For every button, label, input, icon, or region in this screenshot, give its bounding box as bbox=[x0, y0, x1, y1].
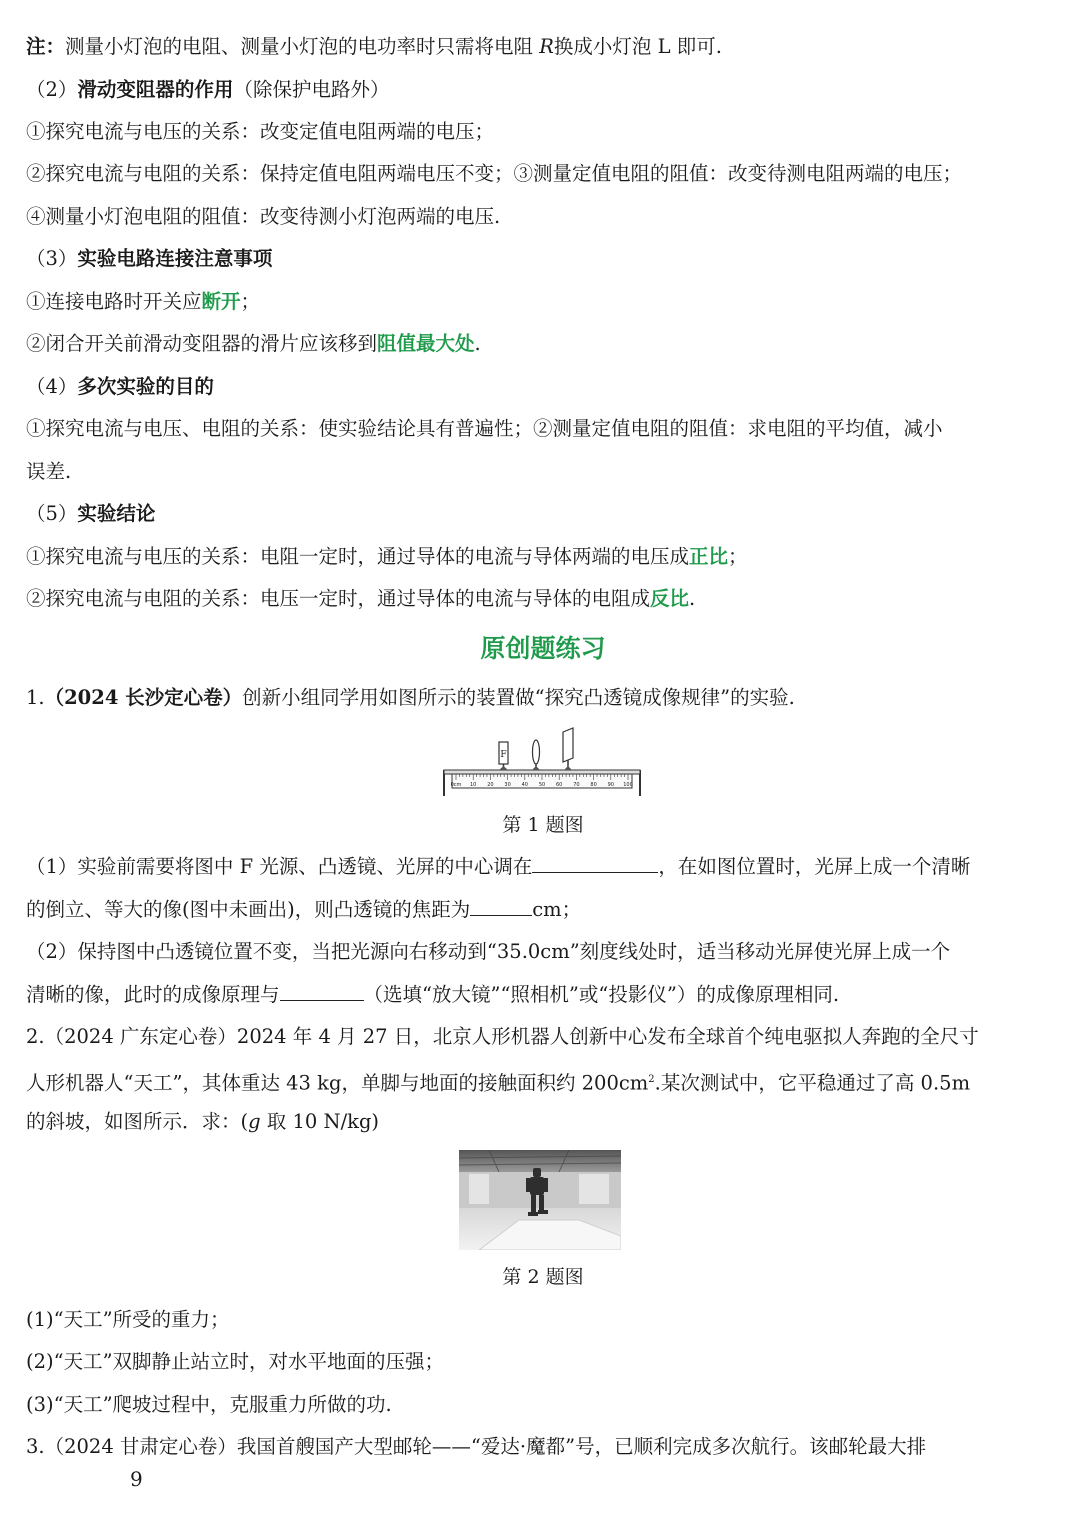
robot-slope-photo bbox=[459, 1150, 621, 1250]
light-screen bbox=[563, 728, 573, 762]
f-holder bbox=[499, 766, 508, 770]
section-2-line-3: ④测量小灯泡电阻的阻值：改变待测小灯泡两端的电压. bbox=[26, 205, 501, 228]
ruler-label: 90 bbox=[607, 782, 614, 788]
f-light-source-label: F bbox=[500, 750, 507, 760]
ruler-label: 30 bbox=[504, 782, 511, 788]
question-1-part-2-line-2: 清晰的像，此时的成像原理与 （选填“放大镜”“照相机”或“投影仪”）的成像原理相同. bbox=[26, 983, 840, 1006]
question-2-sub-3: (3)“天工”爬坡过程中，克服重力所做的功. bbox=[26, 1393, 392, 1416]
page-number: 9 bbox=[130, 1467, 143, 1491]
section-4-line-1: ①探究电流与电压、电阻的关系：使实验结论具有普遍性；②测量定值电阻的阻值：求电阻的平均值，减小 bbox=[26, 417, 943, 440]
answer-blank[interactable] bbox=[280, 982, 364, 1001]
bench-rail-top bbox=[444, 770, 640, 774]
figure-2-caption: 第 2 题图 bbox=[502, 1266, 584, 1288]
answer-highlight: 反比 bbox=[650, 587, 690, 610]
section-5-heading: （5）实验结论 bbox=[26, 502, 156, 525]
question-2-line-2: 人形机器人“天工”，其体重达 43 kg，单脚与地面的接触面积约 $200cm^2$.某次测试中，它平稳通过了高 0.5m bbox=[26, 1071, 971, 1095]
lens-holder bbox=[532, 766, 540, 770]
section-3-line-2: ②闭合开关前滑动变阻器的滑片应该移到阻值最大处. bbox=[26, 332, 481, 355]
ruler-label: 100 bbox=[623, 782, 633, 788]
section-title: 原创题练习 bbox=[480, 634, 606, 663]
ruler-label: 60 bbox=[556, 782, 563, 788]
question-1-stem: 1.（2024 长沙定心卷）创新小组同学用如图所示的装置做“探究凸透镜成像规律”的实验. bbox=[26, 686, 795, 709]
ruler-label: 70 bbox=[573, 782, 580, 788]
ruler-label: 40 bbox=[521, 782, 528, 788]
question-1-part-1-line-2: 的倒立、等大的像(图中未画出)，则凸透镜的焦距为 cm； bbox=[26, 898, 582, 921]
answer-highlight: 正比 bbox=[689, 545, 729, 568]
section-3-line-1: ①连接电路时开关应断开； bbox=[26, 290, 261, 313]
ruler-label: 10 bbox=[470, 782, 477, 788]
section-5-line-1: ①探究电流与电压的关系：电阻一定时，通过导体的电流与导体两端的电压成正比； bbox=[26, 545, 748, 568]
ruler-label: 0cm bbox=[450, 782, 462, 788]
section-4-line-2: 误差. bbox=[26, 460, 72, 483]
ruler-label: 80 bbox=[590, 782, 597, 788]
question-2-sub-2: (2)“天工”双脚静止站立时，对水平地面的压强； bbox=[26, 1350, 445, 1373]
answer-highlight: 断开 bbox=[201, 290, 241, 313]
note-label: 注： bbox=[26, 35, 66, 58]
optical-bench-figure bbox=[442, 726, 642, 798]
section-5-line-2: ②探究电流与电阻的关系：电压一定时，通过导体的电流与导体的电阻成反比. bbox=[26, 587, 696, 610]
section-3-heading: （3）实验电路连接注意事项 bbox=[26, 247, 273, 270]
question-3-line-1: 3.（2024 甘肃定心卷）我国首艘国产大型邮轮——“爱达·魔都”号，已顺利完成多次航行。该邮轮最大排 bbox=[26, 1435, 927, 1458]
note-line: 注：测量小灯泡的电阻、测量小灯泡的电功率时只需将电阻 R换成小灯泡 L 即可. bbox=[26, 35, 722, 58]
answer-blank[interactable] bbox=[532, 854, 658, 873]
ruler-label: 20 bbox=[487, 782, 494, 788]
section-2-line-1: ①探究电流与电压的关系：改变定值电阻两端的电压； bbox=[26, 120, 495, 143]
question-2-line-3: 的斜坡，如图所示．求：(g 取 10 N/kg) bbox=[26, 1110, 380, 1133]
figure-1-caption: 第 1 题图 bbox=[502, 814, 584, 836]
section-4-heading: （4）多次实验的目的 bbox=[26, 375, 214, 398]
screen-holder bbox=[564, 766, 572, 770]
question-1-part-2-line-1: （2）保持图中凸透镜位置不变，当把光源向右移动到“35.0cm”刻度线处时，适当移动光屏使光屏上成一个 bbox=[26, 940, 951, 963]
answer-highlight: 阻值最大处 bbox=[377, 332, 475, 355]
section-2-heading: （2）滑动变阻器的作用（除保护电路外） bbox=[26, 78, 390, 101]
ruler-label: 50 bbox=[538, 782, 546, 788]
question-1-part-1-line-1: （1）实验前需要将图中 F 光源、凸透镜、光屏的中心调在 ，在如图位置时，光屏上成一个清晰 bbox=[26, 855, 971, 878]
convex-lens bbox=[533, 740, 540, 764]
question-2-line-1: 2.（2024 广东定心卷）2024 年 4 月 27 日，北京人形机器人创新中心发布全球首个纯电驱拟人奔跑的全尺寸 bbox=[26, 1025, 979, 1048]
answer-blank[interactable] bbox=[470, 897, 532, 916]
question-2-sub-1: (1)“天工”所受的重力； bbox=[26, 1308, 230, 1331]
section-2-line-2: ②探究电流与电阻的关系：保持定值电阻两端电压不变；③测量定值电阻的阻值：改变待测电阻两端的电压； bbox=[26, 162, 963, 185]
